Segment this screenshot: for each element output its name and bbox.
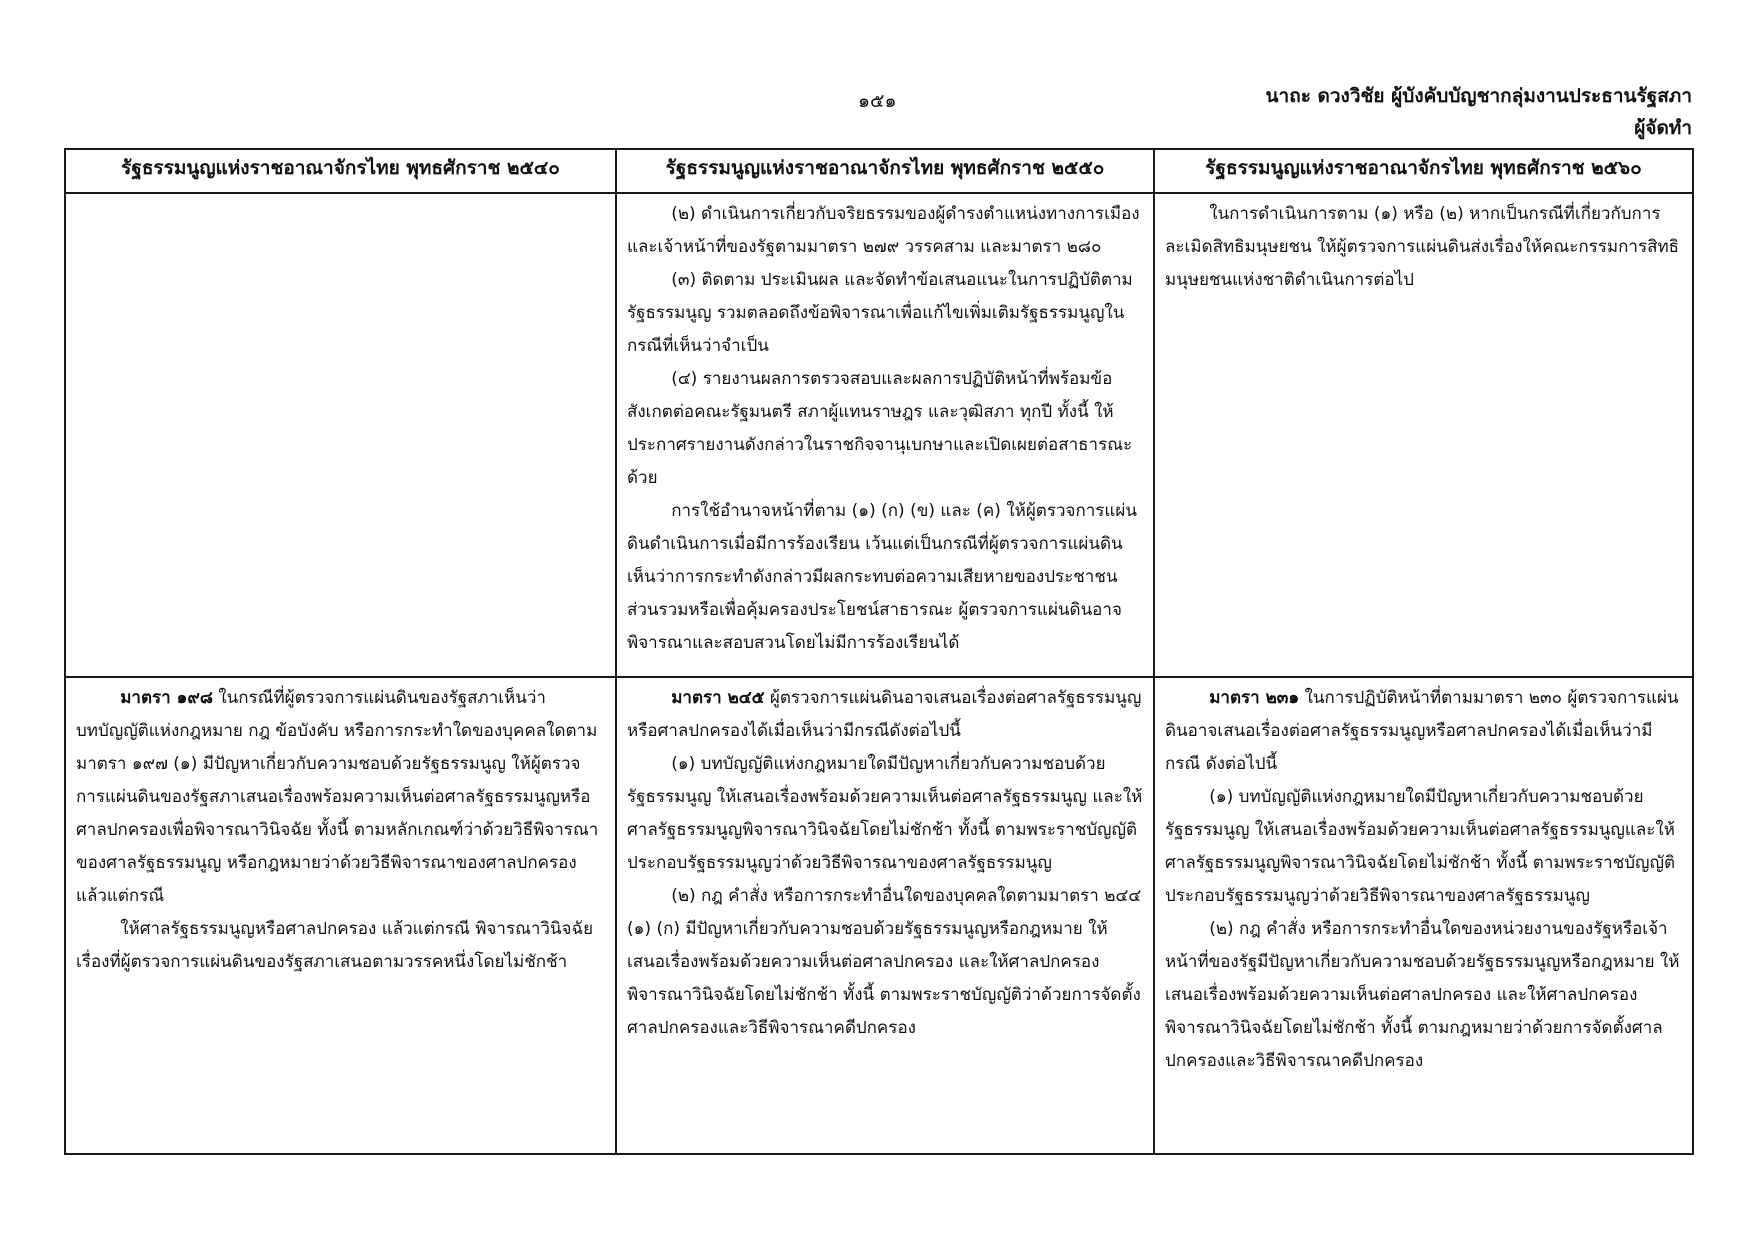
section-text: ในการปฏิบัติหน้าที่ตามมาตรา ๒๓๐ ผู้ตรวจการแผ่นดินอาจเสนอเรื่องต่อศาลรัฐธรรมนูญหรือศาลปกครองได้เมื่อเห็นว่ามีกรณี ดังต่อไปนี้ [1165,688,1679,774]
preparer-credit [1266,80,1692,144]
table-row [65,677,1693,1154]
paragraph: (๔) รายงานผลการตรวจสอบและผลการปฏิบัติหน้าที่พร้อมข้อสังเกตต่อคณะรัฐมนตรี สภาผู้แทนราษฎร และวุฒิสภา ทุกปี ทั้งนี้ ให้ประกาศรายงานดังกล่าวในราชกิจจานุเบกษาและเปิดเผยต่อสาธารณะด้วย [627,369,1133,488]
paragraph: ให้ศาลรัฐธรรมนูญหรือศาลปกครอง แล้วแต่กรณี พิจารณาวินิจฉัยเรื่องที่ผู้ตรวจการแผ่นดินของรัฐสภาเสนอตามวรรคหนึ่งโดยไม่ชักช้า [76,919,594,972]
table-row [65,193,1693,677]
section-text: ในกรณีที่ผู้ตรวจการแผ่นดินของรัฐสภาเห็นว่าบทบัญญัติแห่งกฎหมาย กฎ ข้อบังคับ หรือการกระทำใดของบุคคลใดตามมาตรา ๑๙๗ (๑) มีปัญหาเกี่ยวกับความชอบด้วยรัฐธรรมนูญ ให้ผู้ตรวจการแผ่นดินของรัฐสภาเสนอเรื่องพร้อมความเห็นต่อศาลรัฐธรรมนูญหรือศาลปกครองเพื่อพิจารณาวินิจฉัย ทั้งนี้ ตามหลักเกณฑ์ว่าด้วยวิธีพิจารณาของศาลรัฐธรรมนูญ หรือกฎหมายว่าด้วยวิธีพิจารณาของศาลปกครอง แล้วแต่กรณี [76,688,599,906]
preparer-name: นาถะ ดวงวิชัย ผู้บังคับบัญชากลุ่มงานประธานรัฐสภา [1265,85,1692,107]
paragraph: (๒) ดำเนินการเกี่ยวกับจริยธรรมของผู้ดำรงตำแหน่งทางการเมืองและเจ้าหน้าที่ของรัฐตามมาตรา ๒๗๙ วรรคสาม และมาตรา ๒๘๐ [627,204,1140,257]
section-number: มาตรา ๒๓๑ [1209,688,1300,708]
cell-2550-continued [616,193,1154,677]
cell-2560-continued [1154,193,1693,677]
paragraph [76,682,607,913]
cell-2560-section-231 [1154,677,1693,1154]
column-header-2540: รัฐธรรมนูญแห่งราชอาณาจักรไทย พุทธศักราช ๒๕๔๐ [65,149,616,193]
column-header-2550: รัฐธรรมนูญแห่งราชอาณาจักรไทย พุทธศักราช ๒๕๕๐ [616,149,1154,193]
paragraph: (๑) บทบัญญัติแห่งกฎหมายใดมีปัญหาเกี่ยวกับความชอบด้วยรัฐธรรมนูญ ให้เสนอเรื่องพร้อมด้วยความเห็นต่อศาลรัฐธรรมนูญ และให้ศาลรัฐธรรมนูญพิจารณาวินิจฉัยโดยไม่ชักช้า ทั้งนี้ ตามพระราชบัญญัติประกอบรัฐธรรมนูญว่าด้วยวิธีพิจารณาของศาลรัฐธรรมนูญ [627,754,1143,873]
paragraph: (๒) กฎ คำสั่ง หรือการกระทำอื่นใดของบุคคลใดตามมาตรา ๒๔๔ (๑) (ก) มีปัญหาเกี่ยวกับความชอบด้วยรัฐธรรมนูญหรือกฎหมาย ให้เสนอเรื่องพร้อมด้วยความเห็นต่อศาลปกครอง และให้ศาลปกครองพิจารณาวินิจฉัยโดยไม่ชักช้า ทั้งนี้ ตามพระราชบัญญัติว่าด้วยการจัดตั้งศาลปกครองและวิธีพิจารณาคดีปกครอง [627,886,1142,1038]
paragraph: (๑) บทบัญญัติแห่งกฎหมายใดมีปัญหาเกี่ยวกับความชอบด้วยรัฐธรรมนูญ ให้เสนอเรื่องพร้อมด้วยความเห็นต่อศาลรัฐธรรมนูญและให้ศาลรัฐธรรมนูญพิจารณาวินิจฉัยโดยไม่ชักช้า ทั้งนี้ ตามพระราชบัญญัติประกอบรัฐธรรมนูญว่าด้วยวิธีพิจารณาของศาลรัฐธรรมนูญ [1165,787,1676,906]
paragraph: การใช้อำนาจหน้าที่ตาม (๑) (ก) (ข) และ (ค) ให้ผู้ตรวจการแผ่นดินดำเนินการเมื่อมีการร้องเรียน เว้นแต่เป็นกรณีที่ผู้ตรวจการแผ่นดินเห็นว่าการกระทำดังกล่าวมีผลกระทบต่อความเสียหายของประชาชนส่วนรวมหรือเพื่อคุ้มครองประโยชน์สาธารณะ ผู้ตรวจการแผ่นดินอาจพิจารณาและสอบสวนโดยไม่มีการร้องเรียนได้ [627,501,1137,653]
column-header-2560: รัฐธรรมนูญแห่งราชอาณาจักรไทย พุทธศักราช ๒๕๖๐ [1154,149,1693,193]
section-text: ผู้ตรวจการแผ่นดินอาจเสนอเรื่องต่อศาลรัฐธรรมนูญหรือศาลปกครองได้เมื่อเห็นว่ามีกรณีดังต่อไปนี้ [627,688,1142,741]
preparer-role: ผู้จัดทำ [1634,117,1692,139]
cell-2540-continued [65,193,616,677]
section-number: มาตรา ๒๔๕ [671,688,765,708]
paragraph: ในการดำเนินการตาม (๑) หรือ (๒) หากเป็นกรณีที่เกี่ยวกับการละเมิดสิทธิมนุษยชน ให้ผู้ตรวจการแผ่นดินส่งเรื่องให้คณะกรรมการสิทธิมนุษยชนแห่งชาติดำเนินการต่อไป [1165,204,1680,290]
section-number: มาตรา ๑๙๘ [120,688,213,708]
cell-2540-section-198 [65,677,616,1154]
page-number: ๑๕๑ [858,90,897,112]
paragraph: (๓) ติดตาม ประเมินผล และจัดทำข้อเสนอแนะในการปฏิบัติตามรัฐธรรมนูญ รวมตลอดถึงข้อพิจารณาเพื่อแก้ไขเพิ่มเติมรัฐธรรมนูญในกรณีที่เห็นว่าจำเป็น [627,270,1133,356]
table-header-row [65,149,1693,193]
cell-2550-section-245 [616,677,1154,1154]
constitution-comparison-table [64,148,1694,1155]
paragraph: (๒) กฎ คำสั่ง หรือการกระทำอื่นใดของหน่วยงานของรัฐหรือเจ้าหน้าที่ของรัฐมีปัญหาเกี่ยวกับความชอบด้วยรัฐธรรมนูญหรือกฎหมาย ให้เสนอเรื่องพร้อมด้วยความเห็นต่อศาลปกครอง และให้ศาลปกครองพิจารณาวินิจฉัยโดยไม่ชักช้า ทั้งนี้ ตามกฎหมายว่าด้วยการจัดตั้งศาลปกครองและวิธีพิจารณาคดีปกครอง [1165,919,1680,1071]
paragraph [627,682,1145,748]
paragraph [1165,682,1684,781]
